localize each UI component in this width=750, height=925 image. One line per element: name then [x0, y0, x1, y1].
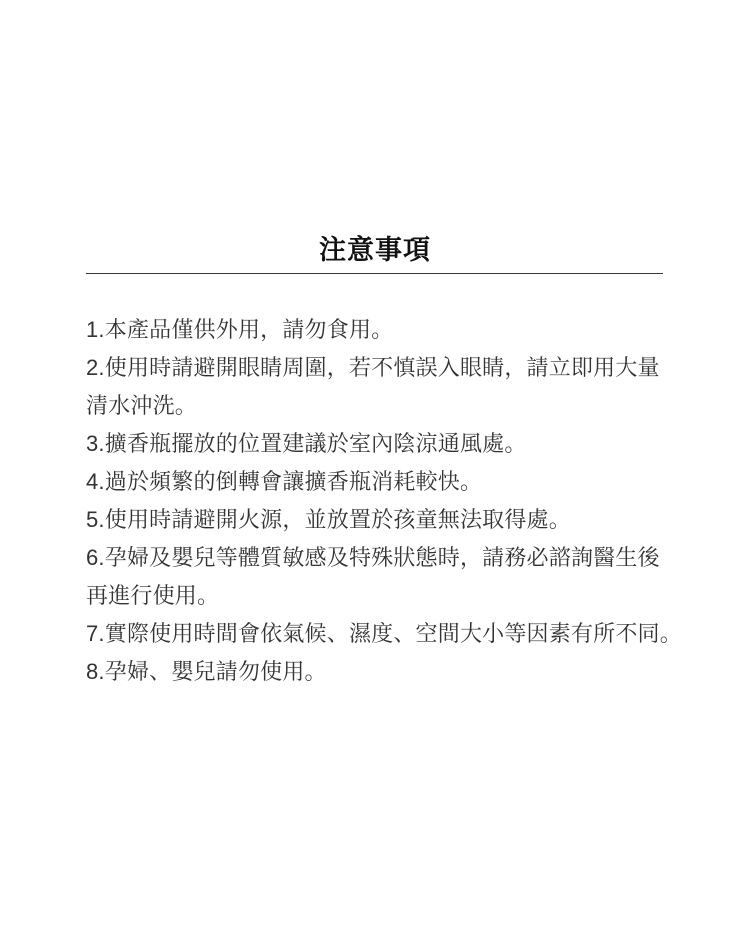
notice-item-1: 1.本產品僅供外用，請勿食用。	[86, 317, 394, 342]
notice-item-5: 5.使用時請避開火源，並放置於孩童無法取得處。	[86, 507, 571, 532]
notice-item-2-line-1: 2.使用時請避開眼睛周圍，若不慎誤入眼睛，請立即用大量	[86, 355, 660, 380]
page-title: 注意事項	[319, 235, 431, 265]
notice-item-7: 7.實際使用時間會依氣候、濕度、空間大小等因素有所不同。	[86, 621, 682, 646]
notice-item-3: 3.擴香瓶擺放的位置建議於室內陰涼通風處。	[86, 431, 527, 456]
notice-item-6-line-1: 6.孕婦及嬰兒等體質敏感及特殊狀態時，請務必諮詢醫生後	[86, 545, 660, 570]
notice-item-8: 8.孕婦、嬰兒請勿使用。	[86, 659, 327, 684]
notice-list	[86, 311, 682, 691]
notice-item-2-line-2: 清水沖洗。	[86, 393, 198, 418]
notice-item-6-line-2: 再進行使用。	[86, 583, 220, 608]
notice-item-4: 4.過於頻繁的倒轉會讓擴香瓶消耗較快。	[86, 469, 483, 494]
title-divider	[86, 273, 663, 274]
